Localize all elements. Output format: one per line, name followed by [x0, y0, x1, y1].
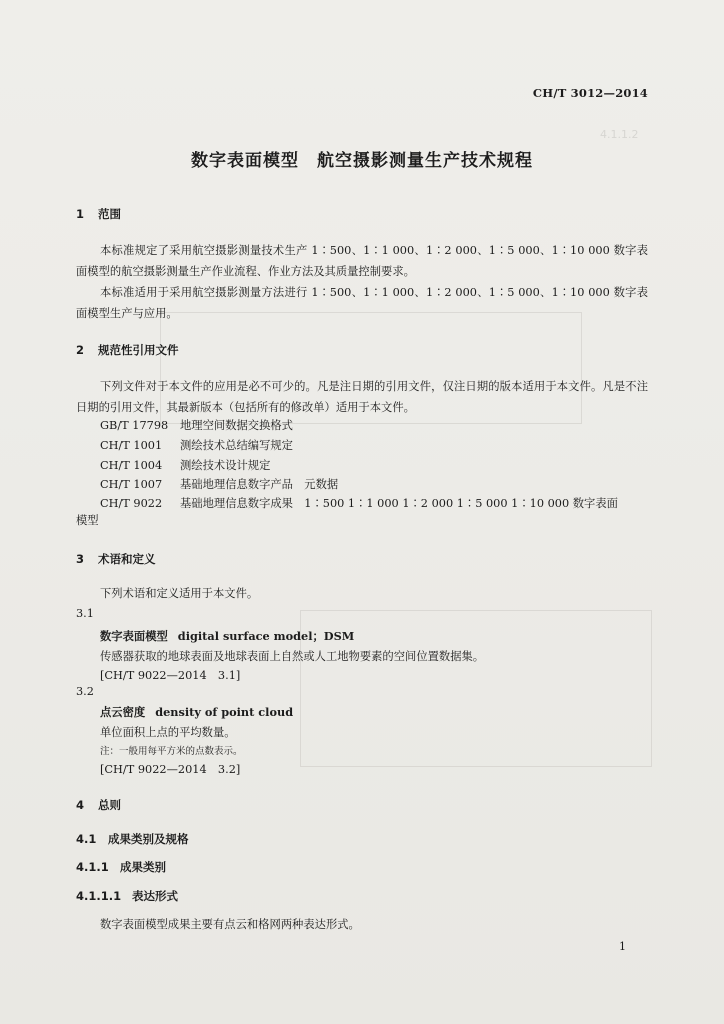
section-heading-terms	[76, 551, 156, 567]
term-definition: 单位面积上点的平均数量。	[100, 726, 236, 739]
section-title: 成果类别及规格	[108, 832, 189, 846]
section-title: 总则	[98, 798, 122, 812]
section-number: 2	[76, 343, 85, 357]
section-heading-scope	[76, 206, 121, 222]
bleed-through: 4.1.1.2	[600, 128, 639, 141]
reference-name: 基础地理信息数字产品 元数据	[180, 478, 339, 491]
reference-name: 地理空间数据交换格式	[180, 419, 293, 432]
section-number: 4.1.1.1	[76, 889, 122, 903]
section-heading-general	[76, 797, 121, 813]
general-paragraph: 数字表面模型成果主要有点云和格网两种表达形式。	[100, 918, 360, 931]
reference-item	[100, 476, 338, 492]
reference-code: CH/T 9022	[100, 497, 163, 510]
section-title: 规范性引用文件	[98, 343, 179, 357]
reference-item	[100, 417, 293, 433]
term-title	[100, 628, 354, 644]
reference-code: GB/T 17798	[100, 419, 169, 432]
section-title: 术语和定义	[98, 552, 156, 566]
page-title: 数字表面模型 航空摄影测量生产技术规程	[191, 151, 533, 171]
reference-code: CH/T 1001	[100, 439, 163, 452]
normative-intro: 下列文件对于本文件的应用是必不可少的。凡是注日期的引用文件，仅注日期的版本适用于本文件。凡是不注日期的引用文件，其最新版本（包括所有的修改单）适用于本文件。	[76, 380, 648, 414]
terms-intro: 下列术语和定义适用于本文件。	[100, 587, 259, 600]
reference-code: CH/T 1004	[100, 459, 163, 472]
subsection-heading	[76, 888, 178, 904]
section-number: 3	[76, 552, 85, 566]
reference-item	[100, 437, 293, 453]
term-definition: 传感器获取的地球表面及地球表面上自然或人工地物要素的空间位置数据集。	[100, 650, 485, 663]
subsection-heading	[76, 831, 189, 847]
scope-paragraph-1: 本标准规定了采用航空摄影测量技术生产 1∶500、1∶1 000、1∶2 000、1∶5 000、1∶10 000 数字表面模型的航空摄影测量生产作业流程、作业方法及其质量控制要求。	[76, 244, 648, 278]
reference-item	[100, 457, 270, 473]
term-number: 3.1	[76, 607, 94, 620]
term-name-cn: 点云密度	[100, 706, 146, 719]
reference-name: 测绘技术总结编写规定	[180, 439, 293, 452]
term-name-cn: 数字表面模型	[100, 630, 168, 643]
section-number: 1	[76, 207, 85, 221]
term-source: [CH/T 9022—2014 3.2]	[100, 763, 241, 776]
reference-name: 基础地理信息数字成果 1∶500 1∶1 000 1∶2 000 1∶5 000 1∶10 000 数字表面	[180, 497, 618, 510]
reference-code: CH/T 1007	[100, 478, 163, 491]
scope-paragraph-2: 本标准适用于采用航空摄影测量方法进行 1∶500、1∶1 000、1∶2 000、1∶5 000、1∶10 000 数字表面模型生产与应用。	[76, 286, 648, 320]
term-name-en: digital surface model；DSM	[177, 629, 355, 643]
term-name-en: density of point cloud	[155, 705, 294, 719]
reference-item	[100, 495, 618, 511]
page-number: 1	[619, 940, 626, 953]
section-title: 表达形式	[132, 889, 179, 903]
section-number: 4	[76, 798, 85, 812]
section-title: 成果类别	[120, 860, 167, 874]
reference-name: 测绘技术设计规定	[180, 459, 271, 472]
section-number: 4.1	[76, 832, 97, 846]
reference-wrap: 模型	[76, 514, 99, 527]
standard-code: CH/T 3012—2014	[532, 86, 648, 100]
section-title: 范围	[98, 207, 122, 221]
section-number: 4.1.1	[76, 860, 109, 874]
term-note: 注：一般用每平方米的点数表示。	[100, 746, 243, 757]
term-number: 3.2	[76, 685, 94, 698]
term-source: [CH/T 9022—2014 3.1]	[100, 669, 241, 682]
subsection-heading	[76, 859, 166, 875]
section-heading-normative	[76, 342, 179, 358]
term-title	[100, 704, 293, 720]
